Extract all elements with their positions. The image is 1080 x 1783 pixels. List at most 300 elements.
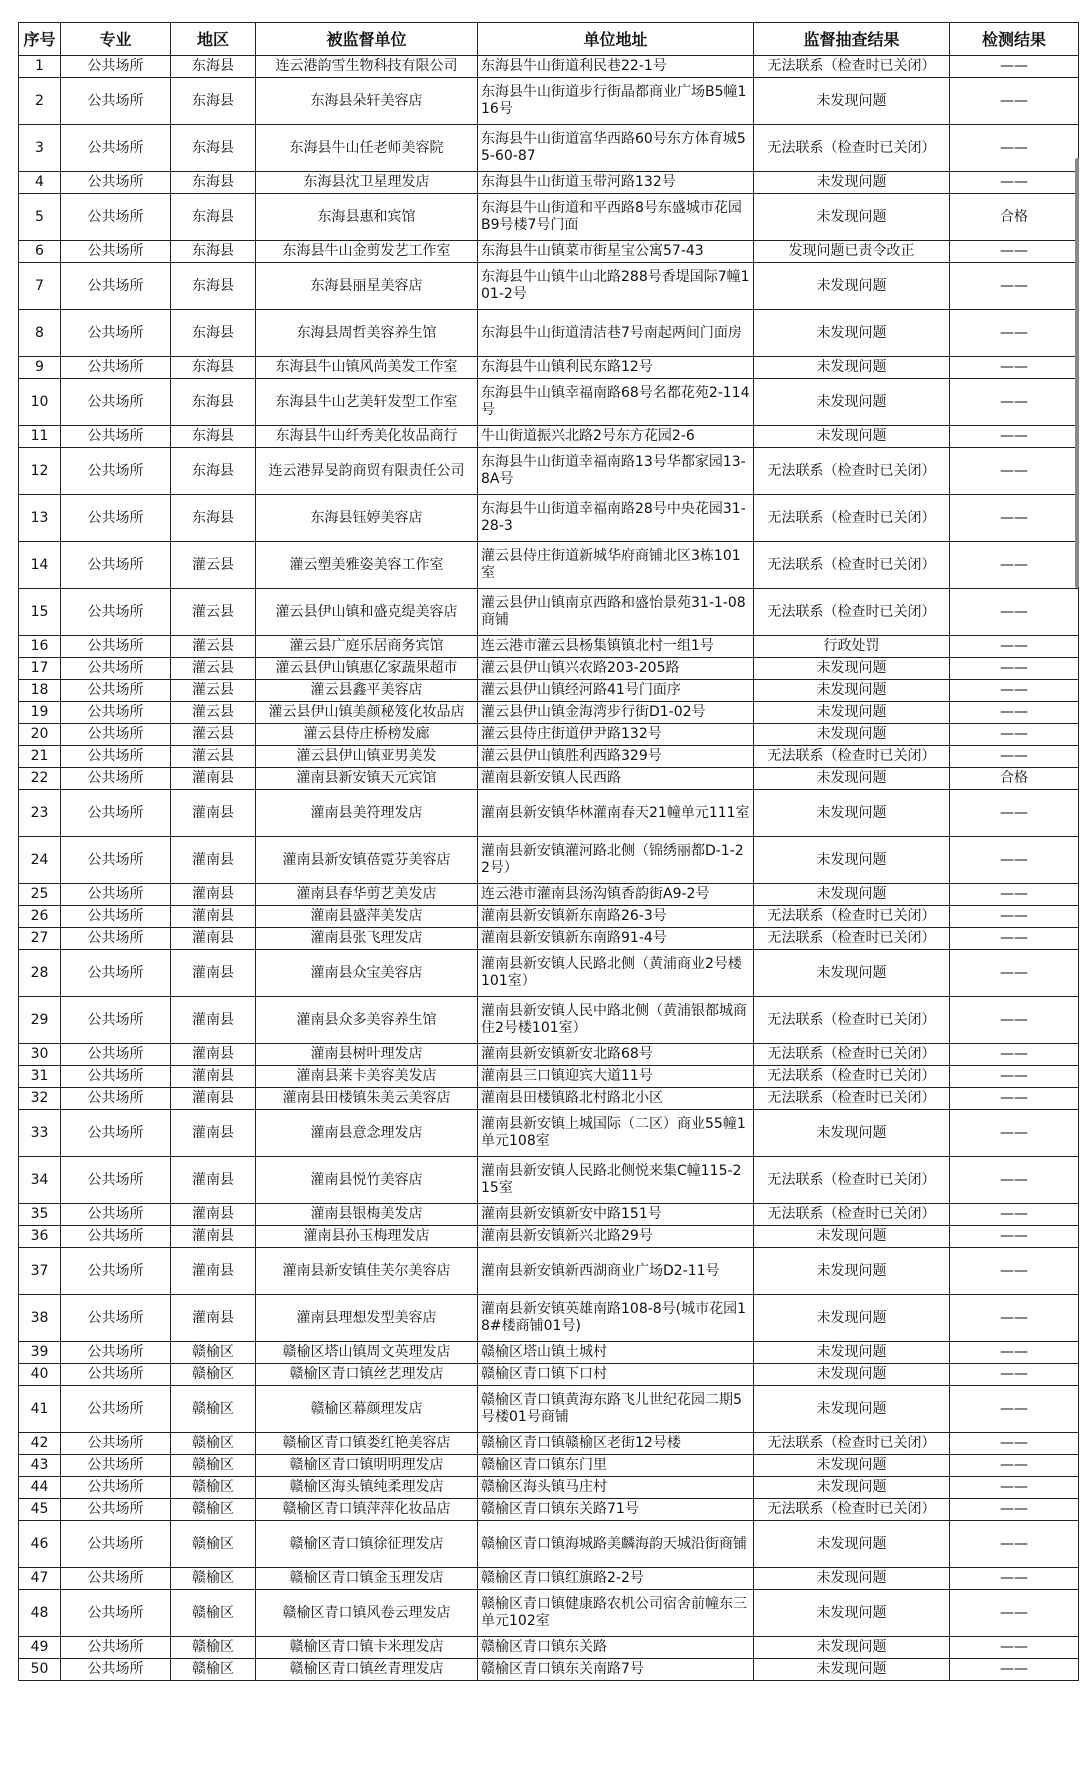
- cell-result: 未发现问题: [754, 1226, 950, 1248]
- cell-major: 公共场所: [61, 928, 171, 950]
- cell-region: 灌南县: [171, 884, 256, 906]
- table-row: [19, 746, 1079, 768]
- cell-major: 公共场所: [61, 194, 171, 241]
- cell-unit: 灌南县美符理发店: [256, 790, 478, 837]
- cell-address: 灌云县伊山镇兴农路203-205路: [478, 658, 754, 680]
- cell-test: ——: [950, 1499, 1079, 1521]
- cell-major: 公共场所: [61, 1659, 171, 1681]
- cell-test: ——: [950, 1066, 1079, 1088]
- cell-unit: 东海县朵轩美容店: [256, 78, 478, 125]
- cell-major: 公共场所: [61, 495, 171, 542]
- cell-test: ——: [950, 1590, 1079, 1637]
- cell-region: 东海县: [171, 379, 256, 426]
- cell-address: 赣榆区青口镇红旗路2-2号: [478, 1568, 754, 1590]
- cell-major: 公共场所: [61, 589, 171, 636]
- table-row: [19, 658, 1079, 680]
- cell-test: ——: [950, 241, 1079, 263]
- cell-major: 公共场所: [61, 1455, 171, 1477]
- cell-result: 发现问题已责令改正: [754, 241, 950, 263]
- table-row: [19, 1248, 1079, 1295]
- table-row: [19, 997, 1079, 1044]
- cell-result: 未发现问题: [754, 1477, 950, 1499]
- table-row: [19, 1386, 1079, 1433]
- cell-unit: 灌南县盛萍美发店: [256, 906, 478, 928]
- cell-no: 22: [19, 768, 61, 790]
- cell-no: 23: [19, 790, 61, 837]
- cell-unit: 灌南县田楼镇朱美云美容店: [256, 1088, 478, 1110]
- table-row: [19, 357, 1079, 379]
- cell-region: 赣榆区: [171, 1364, 256, 1386]
- cell-unit: 赣榆区青口镇丝青理发店: [256, 1659, 478, 1681]
- cell-no: 37: [19, 1248, 61, 1295]
- cell-result: 无法联系（检查时已关闭）: [754, 1433, 950, 1455]
- cell-result: 未发现问题: [754, 263, 950, 310]
- cell-major: 公共场所: [61, 746, 171, 768]
- cell-test: ——: [950, 357, 1079, 379]
- cell-region: 赣榆区: [171, 1659, 256, 1681]
- header-result: 监督抽查结果: [754, 23, 950, 56]
- cell-major: 公共场所: [61, 1386, 171, 1433]
- cell-test: ——: [950, 1568, 1079, 1590]
- cell-address: 东海县牛山街道利民巷22-1号: [478, 56, 754, 78]
- cell-region: 赣榆区: [171, 1477, 256, 1499]
- cell-no: 16: [19, 636, 61, 658]
- cell-no: 14: [19, 542, 61, 589]
- cell-region: 东海县: [171, 241, 256, 263]
- cell-major: 公共场所: [61, 658, 171, 680]
- cell-no: 11: [19, 426, 61, 448]
- cell-unit: 东海县牛山金剪发艺工作室: [256, 241, 478, 263]
- cell-major: 公共场所: [61, 1499, 171, 1521]
- cell-major: 公共场所: [61, 950, 171, 997]
- cell-unit: 赣榆区塔山镇周文英理发店: [256, 1342, 478, 1364]
- cell-no: 10: [19, 379, 61, 426]
- table-row: [19, 1088, 1079, 1110]
- cell-address: 灌南县新安镇人民中路北侧（黄浦银都城商住2号楼101室）: [478, 997, 754, 1044]
- table-row: [19, 1499, 1079, 1521]
- cell-no: 7: [19, 263, 61, 310]
- cell-unit: 灌南县春华剪艺美发店: [256, 884, 478, 906]
- table-row: [19, 379, 1079, 426]
- cell-no: 15: [19, 589, 61, 636]
- cell-test: ——: [950, 658, 1079, 680]
- cell-test: ——: [950, 702, 1079, 724]
- table-row: [19, 56, 1079, 78]
- cell-unit: 东海县周哲美容养生馆: [256, 310, 478, 357]
- cell-test: ——: [950, 1521, 1079, 1568]
- vertical-scrollbar[interactable]: [1074, 0, 1080, 1783]
- cell-address: 东海县牛山街道玉带河路132号: [478, 172, 754, 194]
- cell-unit: 东海县牛山纤秀美化妆品商行: [256, 426, 478, 448]
- cell-region: 灌南县: [171, 1248, 256, 1295]
- cell-result: 无法联系（检查时已关闭）: [754, 997, 950, 1044]
- cell-address: 灌南县新安镇华林灌南春天21幢单元111室: [478, 790, 754, 837]
- header-address: 单位地址: [478, 23, 754, 56]
- cell-region: 赣榆区: [171, 1521, 256, 1568]
- cell-address: 东海县牛山镇幸福南路68号名都花苑2-114号: [478, 379, 754, 426]
- cell-major: 公共场所: [61, 1204, 171, 1226]
- header-test: 检测结果: [950, 23, 1079, 56]
- cell-test: ——: [950, 310, 1079, 357]
- cell-region: 灌云县: [171, 724, 256, 746]
- cell-region: 灌南县: [171, 906, 256, 928]
- cell-region: 灌南县: [171, 1226, 256, 1248]
- cell-major: 公共场所: [61, 1568, 171, 1590]
- cell-region: 灌南县: [171, 1088, 256, 1110]
- cell-test: ——: [950, 997, 1079, 1044]
- cell-no: 31: [19, 1066, 61, 1088]
- cell-test: ——: [950, 1386, 1079, 1433]
- cell-address: 东海县牛山镇牛山北路288号香堤国际7幢101-2号: [478, 263, 754, 310]
- cell-result: 无法联系（检查时已关闭）: [754, 495, 950, 542]
- cell-unit: 灌南县张飞理发店: [256, 928, 478, 950]
- cell-no: 48: [19, 1590, 61, 1637]
- cell-test: ——: [950, 746, 1079, 768]
- cell-result: 未发现问题: [754, 379, 950, 426]
- cell-region: 东海县: [171, 357, 256, 379]
- cell-no: 12: [19, 448, 61, 495]
- table-row: [19, 448, 1079, 495]
- cell-result: 未发现问题: [754, 884, 950, 906]
- cell-major: 公共场所: [61, 172, 171, 194]
- cell-unit: 东海县丽星美容店: [256, 263, 478, 310]
- table-row: [19, 78, 1079, 125]
- cell-region: 赣榆区: [171, 1455, 256, 1477]
- cell-no: 9: [19, 357, 61, 379]
- cell-major: 公共场所: [61, 837, 171, 884]
- table-row: [19, 542, 1079, 589]
- cell-region: 东海县: [171, 78, 256, 125]
- cell-test: ——: [950, 125, 1079, 172]
- cell-major: 公共场所: [61, 125, 171, 172]
- table-row: [19, 1477, 1079, 1499]
- cell-major: 公共场所: [61, 1342, 171, 1364]
- cell-region: 灌云县: [171, 680, 256, 702]
- cell-no: 47: [19, 1568, 61, 1590]
- cell-result: 未发现问题: [754, 768, 950, 790]
- table-row: [19, 1433, 1079, 1455]
- cell-unit: 灌云县侍庄桥榜发廊: [256, 724, 478, 746]
- cell-address: 灌南县新安镇灌河路北侧（锦绣丽都D-1-22号）: [478, 837, 754, 884]
- cell-major: 公共场所: [61, 542, 171, 589]
- cell-result: 未发现问题: [754, 680, 950, 702]
- cell-region: 灌南县: [171, 950, 256, 997]
- cell-region: 赣榆区: [171, 1568, 256, 1590]
- cell-no: 13: [19, 495, 61, 542]
- cell-test: ——: [950, 1342, 1079, 1364]
- cell-unit: 东海县牛山任老师美容院: [256, 125, 478, 172]
- cell-test: 合格: [950, 194, 1079, 241]
- cell-unit: 赣榆区海头镇纯柔理发店: [256, 1477, 478, 1499]
- cell-result: 未发现问题: [754, 172, 950, 194]
- cell-region: 灌南县: [171, 768, 256, 790]
- cell-region: 灌云县: [171, 746, 256, 768]
- cell-test: ——: [950, 884, 1079, 906]
- cell-major: 公共场所: [61, 790, 171, 837]
- cell-major: 公共场所: [61, 1110, 171, 1157]
- cell-test: ——: [950, 448, 1079, 495]
- table-row: [19, 589, 1079, 636]
- cell-address: 灌南县新安镇新西湖商业广场D2-11号: [478, 1248, 754, 1295]
- cell-region: 灌南县: [171, 997, 256, 1044]
- cell-unit: 灌南县新安镇蓓霓芬美容店: [256, 837, 478, 884]
- cell-region: 灌云县: [171, 658, 256, 680]
- cell-address: 东海县牛山镇菜市街星宝公寓57-43: [478, 241, 754, 263]
- cell-unit: 灌南县理想发型美容店: [256, 1295, 478, 1342]
- cell-no: 4: [19, 172, 61, 194]
- cell-no: 45: [19, 1499, 61, 1521]
- cell-result: 无法联系（检查时已关闭）: [754, 1066, 950, 1088]
- cell-result: 无法联系（检查时已关闭）: [754, 448, 950, 495]
- cell-test: ——: [950, 78, 1079, 125]
- cell-major: 公共场所: [61, 1590, 171, 1637]
- cell-address: 东海县牛山镇利民东路12号: [478, 357, 754, 379]
- cell-no: 39: [19, 1342, 61, 1364]
- cell-no: 36: [19, 1226, 61, 1248]
- cell-unit: 赣榆区青口镇风卷云理发店: [256, 1590, 478, 1637]
- cell-result: 无法联系（检查时已关闭）: [754, 125, 950, 172]
- cell-no: 29: [19, 997, 61, 1044]
- cell-test: ——: [950, 172, 1079, 194]
- cell-address: 东海县牛山街道幸福南路28号中央花园31-28-3: [478, 495, 754, 542]
- cell-unit: 赣榆区青口镇金玉理发店: [256, 1568, 478, 1590]
- cell-major: 公共场所: [61, 1044, 171, 1066]
- cell-address: 灌南县新安镇新安北路68号: [478, 1044, 754, 1066]
- table-row: [19, 241, 1079, 263]
- cell-result: 未发现问题: [754, 1386, 950, 1433]
- table-row: [19, 790, 1079, 837]
- table-row: [19, 426, 1079, 448]
- cell-unit: 东海县牛山艺美轩发型工作室: [256, 379, 478, 426]
- cell-region: 灌南县: [171, 1295, 256, 1342]
- cell-address: 灌南县新安镇人民路北侧（黄浦商业2号楼101室）: [478, 950, 754, 997]
- cell-test: ——: [950, 1088, 1079, 1110]
- cell-test: ——: [950, 680, 1079, 702]
- cell-result: 未发现问题: [754, 702, 950, 724]
- cell-unit: 灌南县众多美容养生馆: [256, 997, 478, 1044]
- cell-address: 赣榆区青口镇赣榆区老街12号楼: [478, 1433, 754, 1455]
- cell-result: 未发现问题: [754, 724, 950, 746]
- cell-result: 未发现问题: [754, 1568, 950, 1590]
- cell-address: 赣榆区青口镇东关路71号: [478, 1499, 754, 1521]
- cell-region: 东海县: [171, 495, 256, 542]
- cell-major: 公共场所: [61, 702, 171, 724]
- cell-address: 灌南县三口镇迎宾大道11号: [478, 1066, 754, 1088]
- table-row: [19, 1568, 1079, 1590]
- cell-test: ——: [950, 906, 1079, 928]
- cell-major: 公共场所: [61, 78, 171, 125]
- cell-unit: 赣榆区青口镇萍萍化妆品店: [256, 1499, 478, 1521]
- cell-test: ——: [950, 1659, 1079, 1681]
- cell-major: 公共场所: [61, 1088, 171, 1110]
- cell-no: 44: [19, 1477, 61, 1499]
- cell-unit: 灌南县银梅美发店: [256, 1204, 478, 1226]
- cell-address: 灌云县伊山镇胜利西路329号: [478, 746, 754, 768]
- cell-region: 东海县: [171, 310, 256, 357]
- cell-no: 35: [19, 1204, 61, 1226]
- cell-major: 公共场所: [61, 426, 171, 448]
- table-row: [19, 1157, 1079, 1204]
- table-row: [19, 1342, 1079, 1364]
- cell-result: 无法联系（检查时已关闭）: [754, 928, 950, 950]
- cell-major: 公共场所: [61, 680, 171, 702]
- cell-result: 无法联系（检查时已关闭）: [754, 542, 950, 589]
- cell-result: 未发现问题: [754, 1342, 950, 1364]
- table-row: [19, 172, 1079, 194]
- cell-region: 灌南县: [171, 1204, 256, 1226]
- table-row: [19, 1590, 1079, 1637]
- cell-region: 灌云县: [171, 702, 256, 724]
- table-row: [19, 1455, 1079, 1477]
- cell-result: 无法联系（检查时已关闭）: [754, 589, 950, 636]
- cell-no: 50: [19, 1659, 61, 1681]
- cell-unit: 灌云塑美雅姿美容工作室: [256, 542, 478, 589]
- cell-test: ——: [950, 1433, 1079, 1455]
- cell-unit: 灌云县鑫平美容店: [256, 680, 478, 702]
- cell-address: 赣榆区青口镇东关南路7号: [478, 1659, 754, 1681]
- cell-unit: 赣榆区青口镇卡米理发店: [256, 1637, 478, 1659]
- cell-test: ——: [950, 263, 1079, 310]
- cell-result: 未发现问题: [754, 1364, 950, 1386]
- table-row: [19, 1364, 1079, 1386]
- cell-unit: 赣榆区青口镇徐征理发店: [256, 1521, 478, 1568]
- cell-test: ——: [950, 495, 1079, 542]
- cell-unit: 灌南县莱卡美容美发店: [256, 1066, 478, 1088]
- cell-unit: 灌云县伊山镇亚男美发: [256, 746, 478, 768]
- cell-test: ——: [950, 1248, 1079, 1295]
- scrollbar-thumb[interactable]: [1075, 158, 1079, 588]
- cell-test: ——: [950, 379, 1079, 426]
- cell-address: 东海县牛山街道富华西路60号东方体育城55-60-87: [478, 125, 754, 172]
- cell-test: ——: [950, 636, 1079, 658]
- cell-no: 18: [19, 680, 61, 702]
- cell-region: 灌南县: [171, 837, 256, 884]
- table-row: [19, 310, 1079, 357]
- cell-test: ——: [950, 1110, 1079, 1157]
- table-row: [19, 950, 1079, 997]
- cell-unit: 连云港昇旻韵商贸有限责任公司: [256, 448, 478, 495]
- cell-address: 东海县牛山街道幸福南路13号华都家园13-8A号: [478, 448, 754, 495]
- cell-region: 灌云县: [171, 636, 256, 658]
- table-row: [19, 768, 1079, 790]
- cell-result: 未发现问题: [754, 1521, 950, 1568]
- cell-address: 东海县牛山街道和平西路8号东盛城市花园B9号楼7号门面: [478, 194, 754, 241]
- cell-region: 东海县: [171, 263, 256, 310]
- cell-address: 东海县牛山街道步行街晶都商业广场B5幢116号: [478, 78, 754, 125]
- cell-result: 未发现问题: [754, 1110, 950, 1157]
- cell-no: 2: [19, 78, 61, 125]
- cell-region: 东海县: [171, 56, 256, 78]
- header-row: [19, 23, 1079, 56]
- cell-region: 东海县: [171, 426, 256, 448]
- cell-no: 30: [19, 1044, 61, 1066]
- cell-major: 公共场所: [61, 1637, 171, 1659]
- cell-address: 赣榆区青口镇下口村: [478, 1364, 754, 1386]
- cell-major: 公共场所: [61, 241, 171, 263]
- cell-major: 公共场所: [61, 1295, 171, 1342]
- cell-region: 赣榆区: [171, 1386, 256, 1433]
- cell-no: 26: [19, 906, 61, 928]
- cell-address: 灌云县伊山镇南京西路和盛怡景苑31-1-08商铺: [478, 589, 754, 636]
- cell-no: 27: [19, 928, 61, 950]
- cell-major: 公共场所: [61, 906, 171, 928]
- cell-unit: 灌南县意念理发店: [256, 1110, 478, 1157]
- cell-region: 灌南县: [171, 790, 256, 837]
- cell-test: 合格: [950, 768, 1079, 790]
- cell-unit: 灌云县伊山镇惠亿家蔬果超市: [256, 658, 478, 680]
- cell-major: 公共场所: [61, 1433, 171, 1455]
- table-row: [19, 1044, 1079, 1066]
- table-row: [19, 837, 1079, 884]
- cell-no: 25: [19, 884, 61, 906]
- cell-result: 未发现问题: [754, 194, 950, 241]
- cell-no: 46: [19, 1521, 61, 1568]
- cell-region: 灌南县: [171, 1157, 256, 1204]
- cell-test: ——: [950, 1455, 1079, 1477]
- cell-no: 49: [19, 1637, 61, 1659]
- cell-unit: 灌云县伊山镇美颜秘笈化妆品店: [256, 702, 478, 724]
- cell-unit: 灌南县新安镇天元宾馆: [256, 768, 478, 790]
- cell-region: 赣榆区: [171, 1499, 256, 1521]
- cell-result: 未发现问题: [754, 426, 950, 448]
- cell-region: 东海县: [171, 194, 256, 241]
- cell-result: 未发现问题: [754, 790, 950, 837]
- cell-test: ——: [950, 1364, 1079, 1386]
- cell-result: 未发现问题: [754, 658, 950, 680]
- table-row: [19, 1226, 1079, 1248]
- cell-region: 赣榆区: [171, 1590, 256, 1637]
- cell-no: 28: [19, 950, 61, 997]
- cell-region: 赣榆区: [171, 1342, 256, 1364]
- cell-test: ——: [950, 1157, 1079, 1204]
- cell-test: ——: [950, 1477, 1079, 1499]
- cell-address: 灌云县侍庄街道伊尹路132号: [478, 724, 754, 746]
- header-unit: 被监督单位: [256, 23, 478, 56]
- cell-test: ——: [950, 724, 1079, 746]
- cell-result: 行政处罚: [754, 636, 950, 658]
- cell-unit: 赣榆区幕颜理发店: [256, 1386, 478, 1433]
- cell-major: 公共场所: [61, 1248, 171, 1295]
- cell-no: 21: [19, 746, 61, 768]
- cell-test: ——: [950, 542, 1079, 589]
- cell-unit: 连云港韵雪生物科技有限公司: [256, 56, 478, 78]
- cell-major: 公共场所: [61, 56, 171, 78]
- table-header: [19, 23, 1079, 56]
- header-region: 地区: [171, 23, 256, 56]
- table-row: [19, 1066, 1079, 1088]
- cell-address: 灌云县侍庄街道新城华府商铺北区3栋101室: [478, 542, 754, 589]
- cell-major: 公共场所: [61, 636, 171, 658]
- inspection-results-table: [18, 22, 1079, 1681]
- cell-major: 公共场所: [61, 310, 171, 357]
- cell-address: 赣榆区青口镇健康路农机公司宿舍前幢东三单元102室: [478, 1590, 754, 1637]
- table-row: [19, 680, 1079, 702]
- cell-no: 6: [19, 241, 61, 263]
- table-row: [19, 1637, 1079, 1659]
- cell-region: 东海县: [171, 448, 256, 495]
- cell-result: 无法联系（检查时已关闭）: [754, 56, 950, 78]
- cell-result: 未发现问题: [754, 310, 950, 357]
- cell-unit: 灌南县孙玉梅理发店: [256, 1226, 478, 1248]
- cell-result: 未发现问题: [754, 837, 950, 884]
- cell-result: 未发现问题: [754, 1659, 950, 1681]
- cell-no: 38: [19, 1295, 61, 1342]
- cell-major: 公共场所: [61, 1521, 171, 1568]
- cell-test: ——: [950, 1044, 1079, 1066]
- cell-unit: 东海县沈卫星理发店: [256, 172, 478, 194]
- table-row: [19, 263, 1079, 310]
- cell-result: 无法联系（检查时已关闭）: [754, 1044, 950, 1066]
